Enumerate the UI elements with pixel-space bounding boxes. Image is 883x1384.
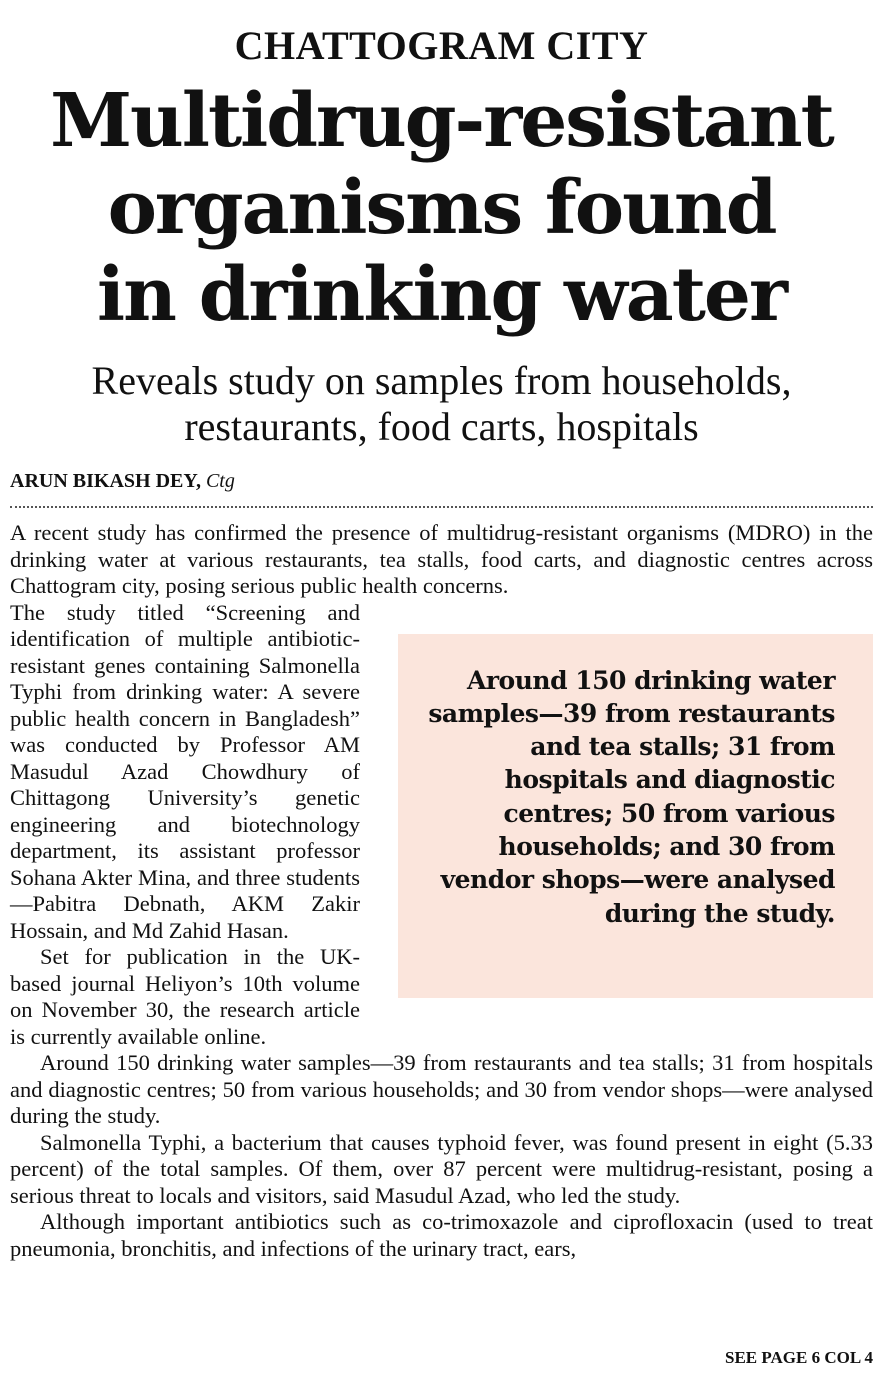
article-paragraph: A recent study has confirmed the presence of multidrug-resistant organisms (MDRO) in the drinking water at various restaurants, tea stalls, food carts, and diagnostic centres across Chattogram city, posing serious public health concerns. <box>10 520 873 598</box>
subheadline-line: restaurants, food carts, hospitals <box>184 404 699 449</box>
article-paragraph: Around 150 drinking water samples—39 from restaurants and tea stalls; 31 from hospitals and diagnostic centres; 50 from various households; and 30 from vendor shops—were analysed during the study. <box>10 1050 873 1128</box>
article-paragraph: Salmonella Typhi, a bacterium that causes typhoid fever, was found present in eight (5.33 percent) of the total samples. Of them, over 87 percent were multidrug-resistant, posing a serious threat to locals and visitors, said Masudul Azad, who led the study. <box>10 1129 873 1208</box>
dotted-divider <box>10 506 873 508</box>
headline-line: in drinking water <box>97 252 786 338</box>
headline <box>10 78 873 339</box>
byline <box>10 470 235 493</box>
headline-line: Multidrug-resistant <box>50 78 833 164</box>
byline-author: ARUN BIKASH DEY, <box>10 470 201 492</box>
byline-location: Ctg <box>205 470 235 492</box>
pull-quote: Around 150 drinking water samples—39 from restaurants and tea stalls; 31 from hospitals and diagnostic centres; 50 from various households; and 30 from vendor shops—were analysed during the study. <box>398 634 873 998</box>
subheadline <box>10 358 873 450</box>
article-paragraph: Although important antibiotics such as co-trimoxazole and ciprofloxacin (used to treat pneumonia, bronchitis, and infections of the urinary tract, ears, <box>10 1209 873 1261</box>
section-label: CHATTOGRAM CITY <box>234 23 649 68</box>
subheadline-line: Reveals study on samples from households, <box>91 358 792 403</box>
article-paragraph: The study titled “Screening and identification of multiple antibiotic-resistant genes containing Salmonella Typhi from drinking water: A severe public health concern in Bangladesh” was conducted by Professor AM Masudul Azad Chowdhury of Chittagong University’s genetic engineering and biotechnology department, its assistant professor Sohana Akter Mina, and three students—Pabitra Debnath, AKM Zakir Hossain, and Md Zahid Hasan. <box>10 599 360 943</box>
headline-line: organisms found <box>107 165 776 251</box>
article-body <box>10 520 873 1262</box>
continuation-jump: SEE PAGE 6 COL 4 <box>725 1348 873 1367</box>
article-paragraph: Set for publication in the UK-based journal Heliyon’s 10th volume on November 30, the research article is currently available online. <box>10 944 360 1049</box>
